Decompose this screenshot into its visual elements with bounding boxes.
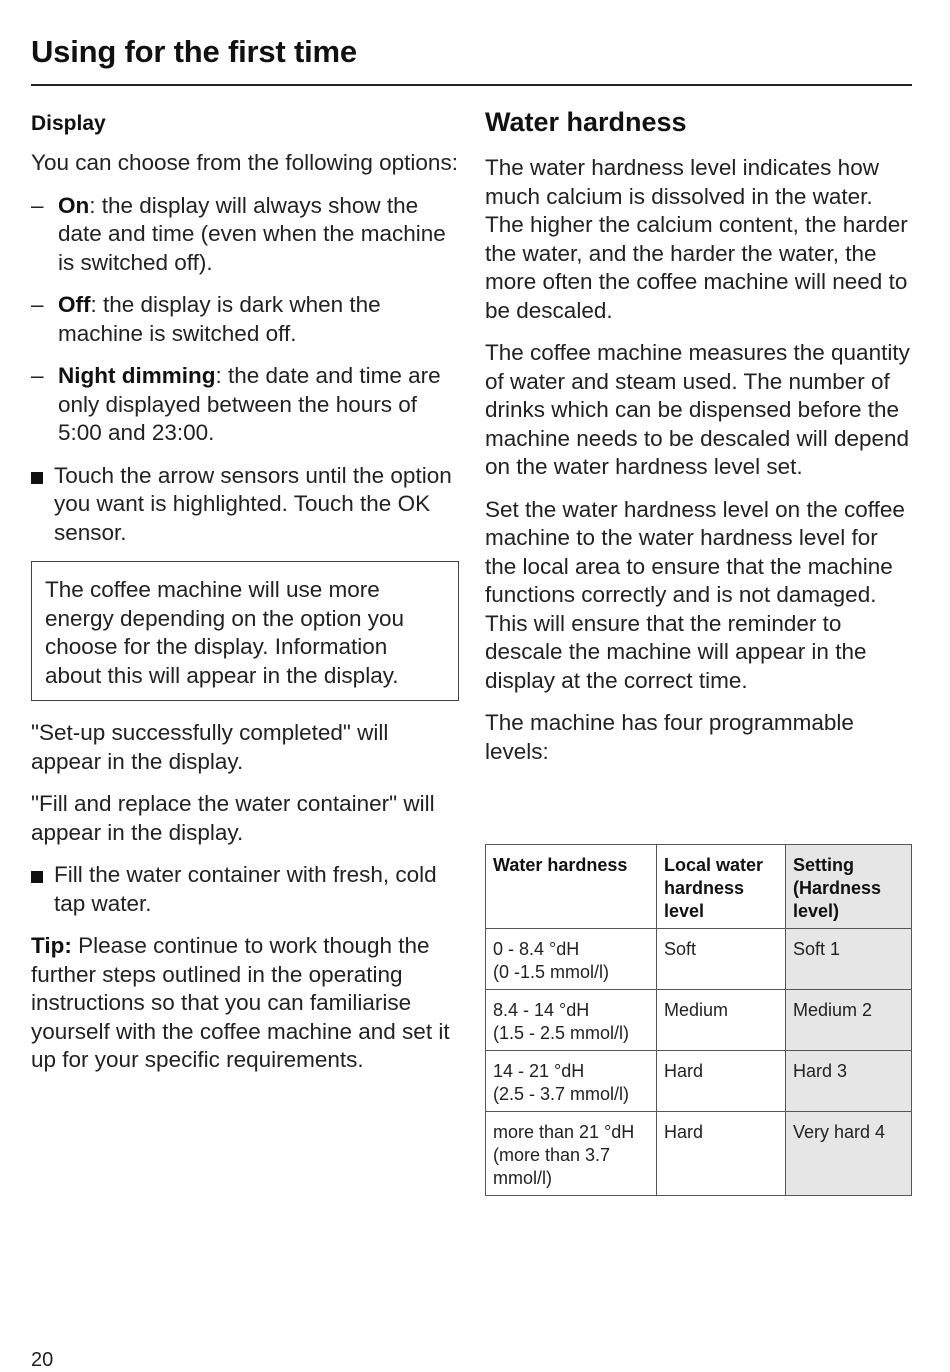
tip-text: Please continue to work though the further steps outlined in the operating instructions so that you can familiarise yourself with the coffee machine and set it up for your specific requirements. [31, 933, 450, 1072]
square-bullet-icon [31, 472, 43, 484]
display-intro: You can choose from the following options: [31, 150, 458, 175]
page-title: Using for the first time [31, 34, 357, 69]
cell-local: Medium [657, 990, 786, 1051]
tip-paragraph [31, 932, 459, 1075]
title-divider [31, 84, 912, 86]
option-text: : the display is dark when the machine is switched off. [58, 292, 381, 346]
cell-setting: Very hard 4 [786, 1112, 912, 1196]
option-label: Night dimming [58, 363, 216, 388]
table-row [486, 1112, 912, 1196]
square-bullet-icon [31, 871, 43, 883]
range-mmol: (1.5 - 2.5 mmol/l) [493, 1023, 630, 1043]
table-row [486, 1051, 912, 1112]
dash-marker: – [31, 292, 44, 317]
dash-marker: – [31, 192, 44, 218]
cell-range [486, 1112, 657, 1196]
table-header-row [486, 845, 912, 929]
range-dh: 0 - 8.4 °dH [493, 939, 580, 959]
instruction-select-option [31, 462, 459, 548]
header-local-level: Local water hardness level [657, 845, 786, 929]
hardness-paragraph-2: The coffee machine measures the quantity of water and steam used. The number of drinks which can be dispensed before the machine needs to be descaled will depend on the water hardness level set. [485, 340, 910, 479]
table-row [486, 990, 912, 1051]
option-label: On [58, 192, 90, 218]
header-water-hardness: Water hardness [486, 845, 657, 929]
cell-local: Soft [657, 929, 786, 990]
option-on [31, 192, 459, 278]
fill-container-paragraph: "Fill and replace the water container" will appear in the display. [31, 791, 435, 845]
water-hardness-heading: Water hardness [485, 107, 687, 137]
hardness-paragraph-3: Set the water hardness level on the coffee machine to the water hardness level for the local area to ensure that the machine functions correctly and is not damaged. This will ensure that the reminder to descale the machine will appear in the display at the correct time. [485, 496, 905, 693]
cell-range [486, 990, 657, 1051]
water-hardness-table [485, 844, 912, 1196]
hardness-paragraph-1: The water hardness level indicates how much calcium is dissolved in the water. The higher the calcium content, the harder the water, and the harder the water, the more often the coffee machine will need to be descaled. [485, 155, 908, 323]
tip-label: Tip: [31, 933, 72, 958]
cell-setting: Medium 2 [786, 990, 912, 1051]
instruction-text: Fill the water container with fresh, cold tap water. [54, 862, 437, 916]
option-text: : the display will always show the date and time (even when the machine is switched off). [58, 192, 446, 275]
cell-setting: Hard 3 [786, 1051, 912, 1112]
header-setting: Setting (Hardness level) [786, 845, 912, 929]
display-subheading: Display [31, 112, 106, 135]
right-column [485, 106, 912, 780]
range-mmol: (2.5 - 3.7 mmol/l) [493, 1084, 630, 1104]
table-row [486, 929, 912, 990]
range-mmol: (0 -1.5 mmol/l) [493, 962, 610, 982]
cell-setting: Soft 1 [786, 929, 912, 990]
hardness-paragraph-4: The machine has four programmable levels: [485, 710, 854, 764]
option-label: Off [58, 292, 91, 317]
range-mmol: (more than 3.7 mmol/l) [493, 1145, 611, 1188]
energy-note-box [31, 561, 459, 701]
cell-range [486, 929, 657, 990]
instruction-text: Touch the arrow sensors until the option you want is highlighted. Touch the OK sensor. [54, 462, 452, 545]
cell-local: Hard [657, 1112, 786, 1196]
cell-local: Hard [657, 1051, 786, 1112]
range-dh: 14 - 21 °dH [493, 1061, 585, 1081]
setup-complete-paragraph: "Set-up successfully completed" will appear in the display. [31, 720, 389, 774]
option-night-dimming [31, 362, 459, 448]
cell-range [486, 1051, 657, 1112]
option-off [31, 291, 459, 348]
instruction-fill-water [31, 861, 459, 918]
range-dh: 8.4 - 14 °dH [493, 1000, 590, 1020]
page-number: 20 [31, 1349, 54, 1371]
left-column [31, 106, 459, 1089]
dash-marker: – [31, 363, 44, 388]
range-dh: more than 21 °dH [493, 1122, 635, 1142]
note-text: The coffee machine will use more energy depending on the option you choose for the display. Information about this will appear in the display. [45, 577, 405, 688]
option-text: : the date and time are only displayed between the hours of 5:00 and 23:00. [58, 363, 441, 445]
